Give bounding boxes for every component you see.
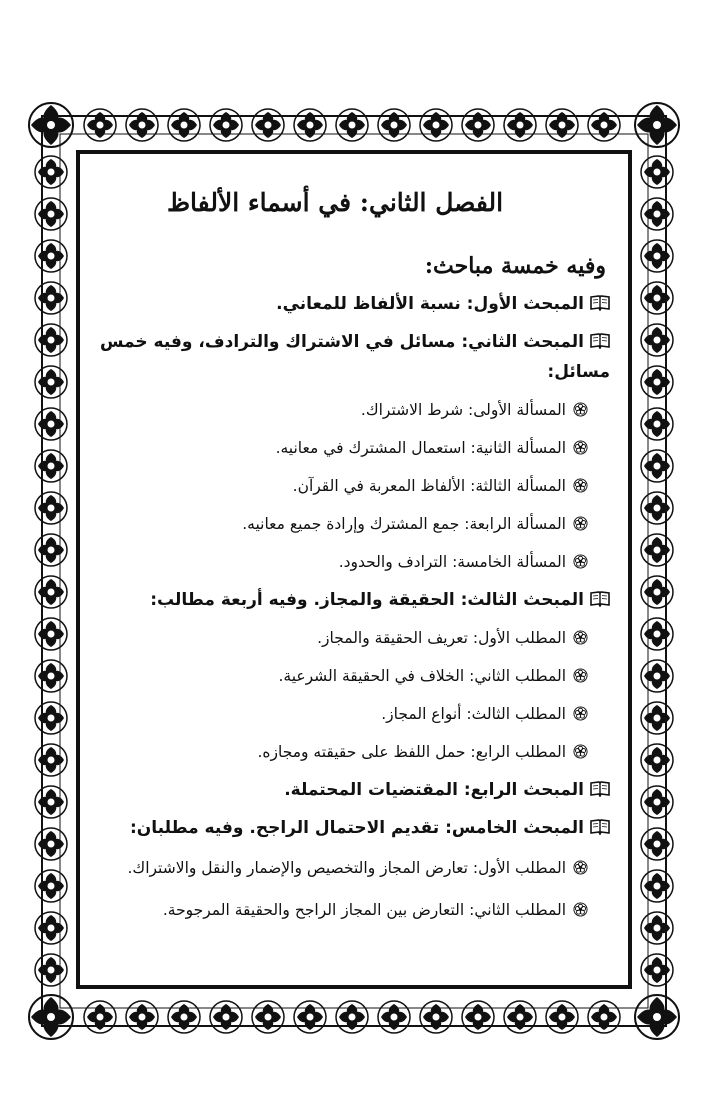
border-ornament xyxy=(546,109,578,141)
border-ornament xyxy=(35,492,67,524)
border-ornament xyxy=(35,660,67,692)
border-ornament xyxy=(641,786,673,818)
section-heading xyxy=(80,775,610,805)
flower-icon xyxy=(573,511,588,526)
intro-line: وفيه خمسة مباحث: xyxy=(424,253,606,279)
border-ornament xyxy=(641,912,673,944)
flower-icon xyxy=(573,397,588,412)
border-ornament xyxy=(588,109,620,141)
border-ornament xyxy=(641,240,673,272)
flower-icon xyxy=(573,473,588,488)
subsection-item xyxy=(80,547,610,577)
border-ornament xyxy=(420,1001,452,1033)
subsection-item-text: المسألة الرابعة: جمع المشترك وإرادة جميع معانيه. xyxy=(242,515,566,533)
border-ornament xyxy=(35,534,67,566)
border-ornament xyxy=(84,109,116,141)
border-ornament xyxy=(35,156,67,188)
border-ornament xyxy=(35,366,67,398)
section-heading xyxy=(80,289,610,319)
border-ornament xyxy=(641,534,673,566)
subsection-item-text: المطلب الرابع: حمل اللفظ على حقيقته ومجازه. xyxy=(257,743,566,761)
subsection-item xyxy=(80,471,610,501)
section-heading-text: المبحث الأول: نسبة الألفاظ للمعاني. xyxy=(276,294,584,314)
book-icon xyxy=(590,329,610,345)
border-ornament xyxy=(35,198,67,230)
border-ornament xyxy=(641,450,673,482)
border-ornament xyxy=(35,786,67,818)
subsection-item xyxy=(80,699,610,729)
border-ornament xyxy=(504,109,536,141)
border-ornament xyxy=(641,744,673,776)
subsection-item-text: المطلب الأول: تعارض المجاز والتخصيص والإضمار والنقل والاشتراك. xyxy=(127,859,566,877)
book-icon xyxy=(590,777,610,793)
border-ornament xyxy=(641,408,673,440)
border-ornament xyxy=(641,618,673,650)
flower-icon xyxy=(573,549,588,564)
border-ornament xyxy=(378,1001,410,1033)
border-ornament xyxy=(641,870,673,902)
border-ornament xyxy=(168,1001,200,1033)
flower-icon xyxy=(573,895,588,910)
chapter-title: الفصل الثاني: في أسماء الألفاظ xyxy=(166,188,504,217)
border-ornament xyxy=(641,828,673,860)
subsection-item-text: المسألة الثانية: استعمال المشترك في معانيه. xyxy=(275,439,566,457)
flower-icon xyxy=(573,625,588,640)
subsection-item-text: المطلب الثالث: أنواع المجاز. xyxy=(381,705,566,723)
border-ornament xyxy=(252,109,284,141)
border-ornament xyxy=(641,702,673,734)
flower-icon xyxy=(573,853,588,868)
border-ornament xyxy=(641,492,673,524)
border-ornament xyxy=(168,109,200,141)
subsection-item xyxy=(80,509,610,539)
border-ornament xyxy=(462,109,494,141)
border-ornament xyxy=(210,1001,242,1033)
subsection-item-text: المطلب الأول: تعريف الحقيقة والمجاز. xyxy=(317,629,566,647)
border-ornament xyxy=(546,1001,578,1033)
section-heading-text: المبحث الثالث: الحقيقة والمجاز. وفيه أربعة مطالب: xyxy=(150,590,584,610)
subsection-item xyxy=(80,737,610,767)
border-ornament xyxy=(504,1001,536,1033)
book-icon xyxy=(590,291,610,307)
border-ornament xyxy=(126,109,158,141)
outline-list xyxy=(80,289,610,927)
book-icon xyxy=(590,815,610,831)
border-ornament xyxy=(210,109,242,141)
border-ornament xyxy=(35,912,67,944)
border-ornament xyxy=(294,109,326,141)
border-ornament xyxy=(641,954,673,986)
subsection-item-text: المسألة الثالثة: الألفاظ المعربة في القرآن. xyxy=(292,477,566,495)
border-ornament xyxy=(35,576,67,608)
border-ornament xyxy=(641,366,673,398)
border-ornament xyxy=(35,324,67,356)
border-ornament xyxy=(35,618,67,650)
corner-ornament xyxy=(635,103,679,147)
border-ornament xyxy=(35,744,67,776)
border-ornament xyxy=(462,1001,494,1033)
subsection-item-text: المسألة الخامسة: الترادف والحدود. xyxy=(338,553,566,571)
border-ornament xyxy=(35,954,67,986)
flower-icon xyxy=(573,739,588,754)
border-ornament xyxy=(336,1001,368,1033)
section-heading xyxy=(80,813,610,843)
subsection-item xyxy=(80,661,610,691)
subsection-item xyxy=(80,893,610,927)
border-ornament xyxy=(641,156,673,188)
border-ornament xyxy=(35,870,67,902)
border-ornament xyxy=(35,282,67,314)
border-ornament xyxy=(588,1001,620,1033)
flower-icon xyxy=(573,663,588,678)
border-ornament xyxy=(378,109,410,141)
flower-icon xyxy=(573,701,588,716)
border-ornament xyxy=(641,660,673,692)
subsection-item-text: المسألة الأولى: شرط الاشتراك. xyxy=(360,401,566,419)
section-heading-text: المبحث الرابع: المقتضيات المحتملة. xyxy=(284,780,584,800)
border-ornament xyxy=(35,828,67,860)
section-heading-text: المبحث الخامس: تقديم الاحتمال الراجح. وفيه مطلبان: xyxy=(129,818,584,838)
border-ornament xyxy=(641,324,673,356)
flower-icon xyxy=(573,435,588,450)
subsection-item xyxy=(80,433,610,463)
border-ornament xyxy=(35,408,67,440)
border-ornament xyxy=(35,450,67,482)
section-heading-text: المبحث الثاني: مسائل في الاشتراك والترادف، وفيه خمس مسائل: xyxy=(99,332,610,382)
border-ornament xyxy=(35,240,67,272)
border-ornament xyxy=(336,109,368,141)
book-icon xyxy=(590,587,610,603)
border-ornament xyxy=(641,576,673,608)
border-ornament xyxy=(252,1001,284,1033)
corner-ornament xyxy=(29,103,73,147)
subsection-item xyxy=(80,623,610,653)
border-ornament xyxy=(641,282,673,314)
subsection-item-text: المطلب الثاني: التعارض بين المجاز الراجح والحقيقة المرجوحة. xyxy=(162,901,566,919)
section-heading xyxy=(80,585,610,615)
border-ornament xyxy=(84,1001,116,1033)
border-ornament xyxy=(420,109,452,141)
subsection-item xyxy=(80,851,610,885)
border-ornament xyxy=(294,1001,326,1033)
border-ornament xyxy=(35,702,67,734)
subsection-item-text: المطلب الثاني: الخلاف في الحقيقة الشرعية. xyxy=(278,667,566,685)
border-ornament xyxy=(641,198,673,230)
border-ornament xyxy=(126,1001,158,1033)
subsection-item xyxy=(80,395,610,425)
corner-ornament xyxy=(635,995,679,1039)
section-heading xyxy=(80,327,610,387)
content-area xyxy=(80,188,610,935)
corner-ornament xyxy=(29,995,73,1039)
